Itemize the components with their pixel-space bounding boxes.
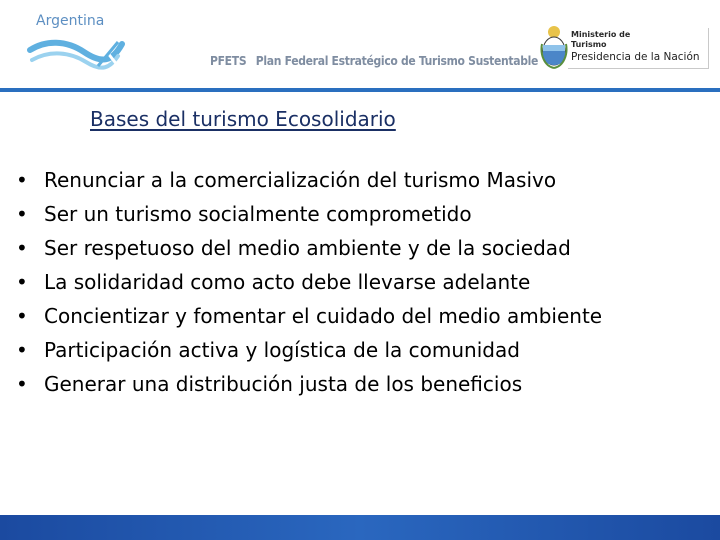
- slide-header: [0, 0, 720, 92]
- argentina-brand-text: Argentina: [36, 13, 105, 29]
- header-divider: [0, 88, 720, 92]
- bullet-text: Concientizar y fomentar el cuidado del medio ambiente: [44, 304, 603, 328]
- national-coat-of-arms-icon: [540, 24, 568, 70]
- bullet-text: Ser un turismo socialmente comprometido: [44, 202, 472, 226]
- bullet-icon: •: [16, 236, 28, 260]
- footer-bar: [0, 515, 720, 540]
- bullet-text: Generar una distribución justa de los beneficios: [44, 372, 523, 396]
- bullet-item: [16, 372, 716, 397]
- bullet-item: [16, 236, 716, 261]
- bullet-text: Renunciar a la comercialización del turismo Masivo: [44, 168, 557, 192]
- bullet-item: [16, 338, 716, 363]
- bullet-item: [16, 202, 716, 227]
- bullet-list: [16, 168, 716, 406]
- bullet-icon: •: [16, 372, 28, 396]
- bullet-icon: •: [16, 202, 28, 226]
- slide-title: Bases del turismo Ecosolidario: [90, 107, 396, 131]
- ministry-text: [571, 30, 700, 64]
- bullet-text: Participación activa y logística de la comunidad: [44, 338, 520, 362]
- bullet-icon: •: [16, 270, 28, 294]
- ministry-line-2: Turismo: [571, 40, 607, 49]
- bullet-icon: •: [16, 304, 28, 328]
- bullet-icon: •: [16, 168, 28, 192]
- bullet-item: [16, 168, 716, 193]
- bullet-icon: •: [16, 338, 28, 362]
- bullet-text: Ser respetuoso del medio ambiente y de la sociedad: [44, 236, 571, 260]
- pfets-acronym: PFETS: [210, 54, 247, 68]
- bullet-text: La solidaridad como acto debe llevarse adelante: [44, 270, 531, 294]
- pfets-banner: [210, 54, 538, 68]
- ministry-line-3: Presidencia de la Nación: [571, 51, 700, 63]
- bullet-item: [16, 270, 716, 295]
- bullet-item: [16, 304, 716, 329]
- pfets-name: Plan Federal Estratégico de Turismo Sustentable: [255, 54, 539, 68]
- ministry-line-1: Ministerio de: [571, 30, 631, 39]
- argentina-brand-logo: [26, 10, 126, 72]
- argentina-waves-icon: [26, 30, 126, 74]
- ministry-logo: [540, 24, 710, 72]
